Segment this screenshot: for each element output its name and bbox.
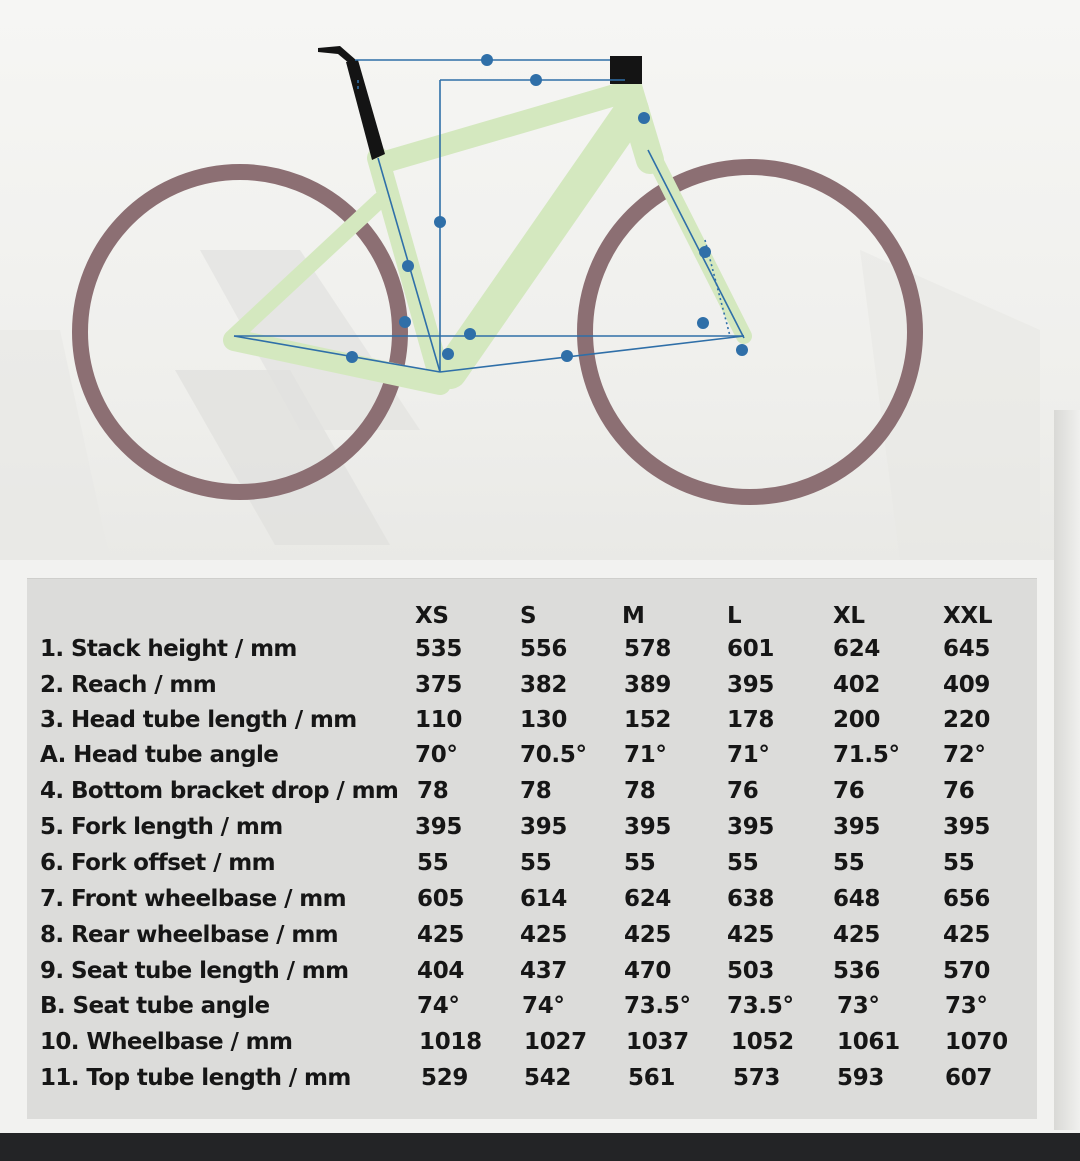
table-cell: 73.5° — [727, 993, 794, 1019]
row-label: 7. Front wheelbase / mm — [40, 886, 347, 912]
table-cell: 529 — [421, 1065, 469, 1091]
saddle — [318, 46, 356, 64]
table-cell: 110 — [415, 707, 463, 733]
table-cell: 200 — [833, 707, 881, 733]
table-cell: 402 — [833, 672, 881, 698]
table-cell: 573 — [733, 1065, 781, 1091]
table-cell: 55 — [624, 850, 656, 876]
table-cell: 470 — [624, 958, 672, 984]
table-row — [27, 810, 1037, 844]
row-label: 9. Seat tube length / mm — [40, 958, 349, 984]
table-cell: 503 — [727, 958, 775, 984]
table-cell: 55 — [417, 850, 449, 876]
table-cell: 78 — [624, 778, 656, 804]
table-cell: 178 — [727, 707, 775, 733]
row-label: 2. Reach / mm — [40, 672, 217, 698]
table-row — [27, 918, 1037, 952]
size-header-row — [27, 599, 1037, 633]
table-row — [27, 846, 1037, 880]
table-cell: 71° — [727, 742, 770, 768]
table-cell: 607 — [945, 1065, 993, 1091]
size-header: XXL — [943, 603, 993, 629]
table-cell: 425 — [943, 922, 991, 948]
table-row — [27, 738, 1037, 772]
table-cell: 395 — [624, 814, 672, 840]
size-header: M — [622, 603, 645, 629]
table-cell: 425 — [520, 922, 568, 948]
table-cell: 73.5° — [624, 993, 691, 1019]
size-header: XS — [415, 603, 449, 629]
table-cell: 561 — [628, 1065, 676, 1091]
table-cell: 78 — [417, 778, 449, 804]
table-cell: 1070 — [945, 1029, 1008, 1055]
table-row — [27, 774, 1037, 808]
row-label: 5. Fork length / mm — [40, 814, 283, 840]
table-cell: 1061 — [837, 1029, 900, 1055]
table-cell: 395 — [727, 672, 775, 698]
table-cell: 605 — [417, 886, 465, 912]
table-cell: 382 — [520, 672, 568, 698]
size-header: S — [520, 603, 537, 629]
row-label: 8. Rear wheelbase / mm — [40, 922, 339, 948]
table-cell: 1027 — [524, 1029, 587, 1055]
table-cell: 55 — [727, 850, 759, 876]
table-cell: 395 — [943, 814, 991, 840]
bike-geometry-diagram — [0, 0, 1080, 560]
table-cell: 72° — [943, 742, 986, 768]
table-cell: 535 — [415, 636, 463, 662]
table-cell: 389 — [624, 672, 672, 698]
table-cell: 375 — [415, 672, 463, 698]
table-cell: 74° — [522, 993, 565, 1019]
table-row — [27, 1061, 1037, 1095]
row-label: 10. Wheelbase / mm — [40, 1029, 293, 1055]
table-row — [27, 954, 1037, 988]
table-cell: 1018 — [419, 1029, 482, 1055]
row-label: 1. Stack height / mm — [40, 636, 297, 662]
table-row — [27, 703, 1037, 737]
table-cell: 638 — [727, 886, 775, 912]
table-cell: 425 — [624, 922, 672, 948]
table-cell: 578 — [624, 636, 672, 662]
table-cell: 395 — [520, 814, 568, 840]
table-row — [27, 668, 1037, 702]
table-cell: 70.5° — [520, 742, 587, 768]
table-cell: 1052 — [731, 1029, 794, 1055]
table-cell: 55 — [943, 850, 975, 876]
table-cell: 409 — [943, 672, 991, 698]
table-cell: 71° — [624, 742, 667, 768]
table-cell: 570 — [943, 958, 991, 984]
table-cell: 395 — [727, 814, 775, 840]
table-cell: 73° — [837, 993, 880, 1019]
table-cell: 76 — [943, 778, 975, 804]
table-cell: 656 — [943, 886, 991, 912]
table-cell: 74° — [417, 993, 460, 1019]
table-cell: 556 — [520, 636, 568, 662]
table-cell: 71.5° — [833, 742, 900, 768]
row-label: 11. Top tube length / mm — [40, 1065, 351, 1091]
table-cell: 76 — [833, 778, 865, 804]
seatpost — [346, 60, 385, 160]
table-row — [27, 1025, 1037, 1059]
table-cell: 425 — [417, 922, 465, 948]
table-row — [27, 989, 1037, 1023]
table-cell: 220 — [943, 707, 991, 733]
table-cell: 73° — [945, 993, 988, 1019]
table-cell: 55 — [520, 850, 552, 876]
table-cell: 76 — [727, 778, 759, 804]
table-cell: 601 — [727, 636, 775, 662]
row-label: 3. Head tube length / mm — [40, 707, 357, 733]
table-cell: 55 — [833, 850, 865, 876]
table-cell: 648 — [833, 886, 881, 912]
table-cell: 395 — [415, 814, 463, 840]
size-header: XL — [833, 603, 865, 629]
table-cell: 152 — [624, 707, 672, 733]
system-navigation-bar — [0, 1133, 1080, 1161]
table-cell: 614 — [520, 886, 568, 912]
table-cell: 536 — [833, 958, 881, 984]
row-label: A. Head tube angle — [40, 742, 279, 768]
background-shape — [860, 250, 1040, 560]
size-header: L — [727, 603, 742, 629]
table-cell: 70° — [415, 742, 458, 768]
table-row — [27, 632, 1037, 666]
table-row — [27, 882, 1037, 916]
table-cell: 425 — [727, 922, 775, 948]
table-cell: 1037 — [626, 1029, 689, 1055]
table-cell: 593 — [837, 1065, 885, 1091]
table-cell: 130 — [520, 707, 568, 733]
table-cell: 624 — [833, 636, 881, 662]
table-cell: 78 — [520, 778, 552, 804]
table-cell: 425 — [833, 922, 881, 948]
table-cell: 542 — [524, 1065, 572, 1091]
geometry-table — [27, 578, 1037, 1119]
table-cell: 395 — [833, 814, 881, 840]
background-shape — [0, 330, 110, 560]
table-cell: 645 — [943, 636, 991, 662]
row-label: B. Seat tube angle — [40, 993, 270, 1019]
row-label: 6. Fork offset / mm — [40, 850, 276, 876]
row-label: 4. Bottom bracket drop / mm — [40, 778, 399, 804]
table-cell: 437 — [520, 958, 568, 984]
table-cell: 404 — [417, 958, 465, 984]
table-cell: 624 — [624, 886, 672, 912]
